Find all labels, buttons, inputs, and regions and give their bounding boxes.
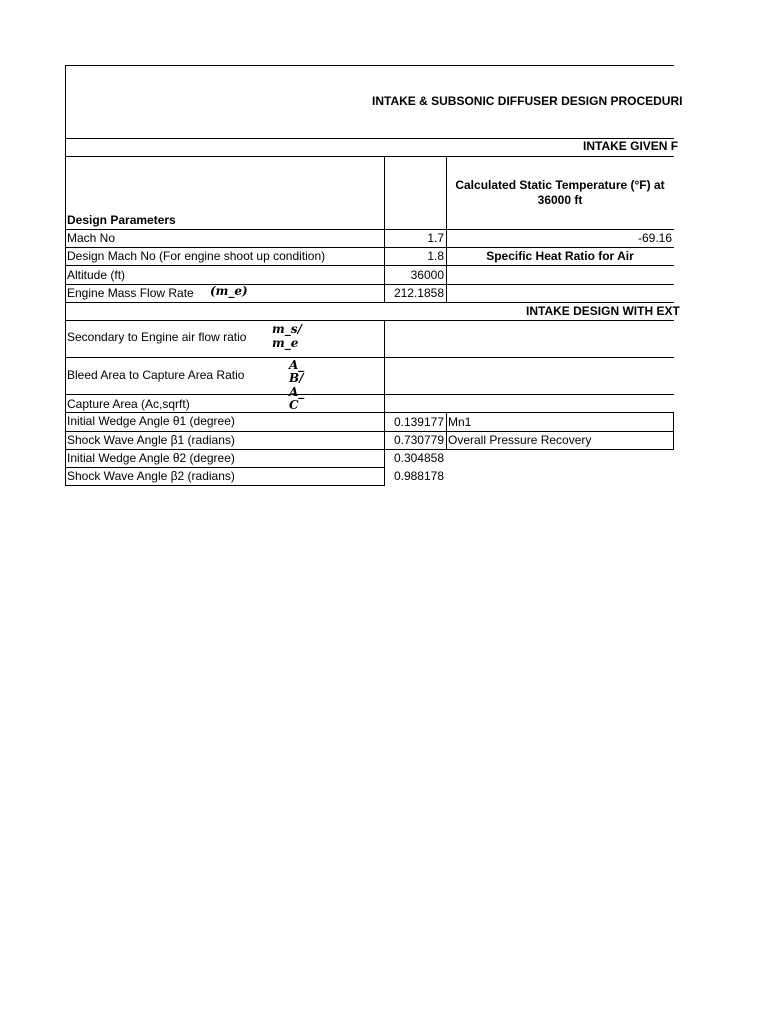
formula: A_ [289,358,305,372]
grid-line [65,156,674,157]
section-intake-given: INTAKE GIVEN F [583,139,679,153]
grid-line [65,284,674,285]
grid-line [65,247,674,248]
grid-line [65,265,674,266]
angle-label: Shock Wave Angle β1 (radians) [67,433,235,447]
grid-line [65,412,674,413]
grid-line [65,449,674,450]
param-extra: Specific Heat Ratio for Air [486,249,634,263]
angle-label: Initial Wedge Angle θ1 (degree) [67,414,235,428]
grid-line [65,302,674,303]
angle-value: 0.304858 [393,451,444,465]
grid-line [65,431,674,432]
formula: m_e [272,336,299,350]
grid-line [65,485,384,486]
formula: (m_e) [210,284,248,298]
param-label: Engine Mass Flow Rate [67,286,194,300]
grid-line [65,65,674,66]
design-label: Secondary to Engine air flow ratio [67,330,247,344]
angle-value: 0.988178 [393,469,444,483]
grid-line [65,467,384,468]
grid-line [65,229,674,230]
angle-extra: Mn1 [448,415,472,429]
angle-value: 0.730779 [393,433,444,447]
calc-temp-header: Calculated Static Temperature (°F) at 36000 ft [455,178,665,207]
design-params-header: Design Parameters [67,213,176,227]
grid-line [384,320,385,486]
angle-label: Initial Wedge Angle θ2 (degree) [67,451,235,465]
angle-label: Shock Wave Angle β2 (radians) [67,469,235,483]
param-label: Altitude (ft) [67,268,126,282]
formula: B/ [289,371,304,385]
section-intake-design: INTAKE DESIGN WITH EXT [526,304,680,318]
grid-line [446,412,447,450]
formula: A_ [289,385,305,399]
formula: m_s/ [272,322,302,336]
param-value: 36000 [410,268,444,282]
angle-value: 0.139177 [393,415,444,429]
param-value: 1.7 [427,231,444,245]
param-extra: -69.16 [637,231,672,245]
formula: C [289,398,299,412]
grid-line [673,412,674,450]
param-value: 1.8 [427,249,444,263]
design-label: Capture Area (Ac,sqrft) [67,397,190,411]
param-value: 212.1858 [393,286,444,300]
sheet-title: INTAKE & SUBSONIC DIFFUSER DESIGN PROCEDURI [372,94,683,108]
param-label: Mach No [67,231,116,245]
grid-line [65,357,674,358]
angle-extra: Overall Pressure Recovery [448,433,592,447]
grid-line [65,65,66,486]
grid-line [65,320,674,321]
design-label: Bleed Area to Capture Area Ratio [67,368,245,382]
grid-line [65,394,674,395]
grid-line [384,156,385,303]
param-label: Design Mach No (For engine shoot up condition) [67,249,326,263]
grid-line [446,156,447,303]
